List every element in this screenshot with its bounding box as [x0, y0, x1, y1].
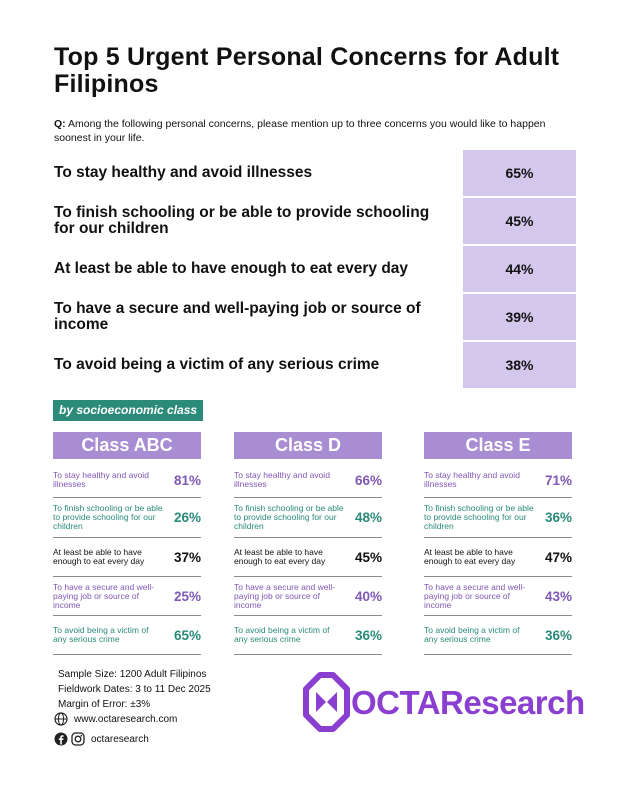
class-row-value: 66%: [354, 472, 382, 488]
class-row-value: 81%: [173, 472, 201, 488]
main-row-value: 38%: [463, 342, 576, 388]
question-prefix: Q:: [54, 118, 66, 130]
class-row-value: 36%: [544, 627, 572, 643]
class-row: [424, 463, 572, 498]
octa-research-logo: [302, 672, 586, 732]
class-row-label: To avoid being a victim of any serious crime: [53, 625, 149, 644]
class-row: [53, 616, 201, 655]
fieldwork-dates: Fieldwork Dates: 3 to 11 Dec 2025: [58, 684, 211, 695]
class-row-label: To have a secure and well-paying job or source of income: [234, 581, 336, 610]
class-row-label: To avoid being a victim of any serious crime: [234, 625, 330, 644]
class-row-value: 25%: [173, 588, 201, 604]
page-title: Top 5 Urgent Personal Concerns for Adult Filipinos: [54, 43, 560, 98]
class-row: [53, 463, 201, 498]
margin-of-error: Margin of Error: ±3%: [58, 699, 151, 710]
main-row-label: To finish schooling or be able to provide schooling for our children: [54, 204, 430, 237]
section-badge: by socioeconomic class: [53, 400, 203, 421]
class-row-label: To have a secure and well-paying job or source of income: [53, 581, 155, 610]
main-row-label: To have a secure and well-paying job or source of income: [54, 300, 421, 333]
class-row-value: 65%: [173, 627, 201, 643]
class-header: Class E: [424, 432, 572, 459]
main-results-table: [54, 150, 576, 390]
class-row-label: At least be able to have enough to eat every day: [53, 547, 145, 566]
class-header: Class D: [234, 432, 382, 459]
class-row-label: At least be able to have enough to eat every day: [424, 547, 516, 566]
class-row-value: 36%: [354, 627, 382, 643]
main-row-value: 39%: [463, 294, 576, 340]
class-row-value: 37%: [173, 549, 201, 565]
main-row: [54, 294, 576, 340]
class-row-value: 36%: [544, 510, 572, 525]
class-d-column: [234, 432, 382, 655]
instagram-icon: [71, 732, 85, 746]
website-text: www.octaresearch.com: [74, 713, 178, 725]
social-links[interactable]: [54, 732, 149, 746]
social-handle: octaresearch: [91, 733, 149, 745]
class-row: [53, 498, 201, 538]
class-row-value: 47%: [544, 549, 572, 565]
main-row: [54, 246, 576, 292]
class-row-label: To finish schooling or be able to provide schooling for our children: [424, 503, 534, 531]
class-row: [53, 538, 201, 577]
main-row: [54, 342, 576, 388]
class-abc-column: [53, 432, 201, 655]
class-row: [234, 577, 382, 616]
class-row-label: To stay healthy and avoid illnesses: [234, 470, 330, 489]
survey-question: [54, 118, 584, 145]
class-row-value: 40%: [354, 588, 382, 604]
methodology-notes: [58, 667, 211, 712]
class-row: [234, 538, 382, 577]
class-row-value: 45%: [354, 549, 382, 565]
main-row-value: 45%: [463, 198, 576, 244]
class-row: [424, 498, 572, 538]
main-row-label: To avoid being a victim of any serious crime: [54, 356, 380, 373]
main-row: [54, 198, 576, 244]
main-row: [54, 150, 576, 196]
octa-logo-icon: [302, 672, 352, 732]
class-header: Class ABC: [53, 432, 201, 459]
class-row-label: To stay healthy and avoid illnesses: [53, 470, 149, 489]
logo-wordmark: OCTAResearch: [351, 684, 585, 721]
globe-icon: [54, 712, 68, 726]
sample-size: Sample Size: 1200 Adult Filipinos: [58, 669, 207, 680]
class-row-value: 43%: [544, 588, 572, 604]
class-row-label: To have a secure and well-paying job or source of income: [424, 581, 526, 610]
main-row-value: 65%: [463, 150, 576, 196]
main-row-value: 44%: [463, 246, 576, 292]
class-row: [424, 538, 572, 577]
class-row: [234, 463, 382, 498]
main-row-label: At least be able to have enough to eat every day: [54, 260, 409, 277]
class-row-value: 48%: [354, 510, 382, 525]
class-row-value: 71%: [544, 472, 572, 488]
class-row-label: To finish schooling or be able to provide schooling for our children: [234, 503, 344, 531]
class-row: [424, 616, 572, 655]
class-row: [53, 577, 201, 616]
class-row: [234, 616, 382, 655]
class-row: [424, 577, 572, 616]
class-row-label: At least be able to have enough to eat every day: [234, 547, 326, 566]
facebook-icon: [54, 732, 68, 746]
class-row-label: To stay healthy and avoid illnesses: [424, 470, 520, 489]
question-text: Among the following personal concerns, please mention up to three concerns you would like to happen soonest in your life.: [54, 118, 546, 144]
class-row: [234, 498, 382, 538]
main-row-label: To stay healthy and avoid illnesses: [54, 164, 313, 181]
class-row-label: To avoid being a victim of any serious crime: [424, 625, 520, 644]
class-e-column: [424, 432, 572, 655]
class-row-value: 26%: [173, 510, 201, 525]
class-row-label: To finish schooling or be able to provide schooling for our children: [53, 503, 163, 531]
website-link[interactable]: [54, 712, 177, 726]
